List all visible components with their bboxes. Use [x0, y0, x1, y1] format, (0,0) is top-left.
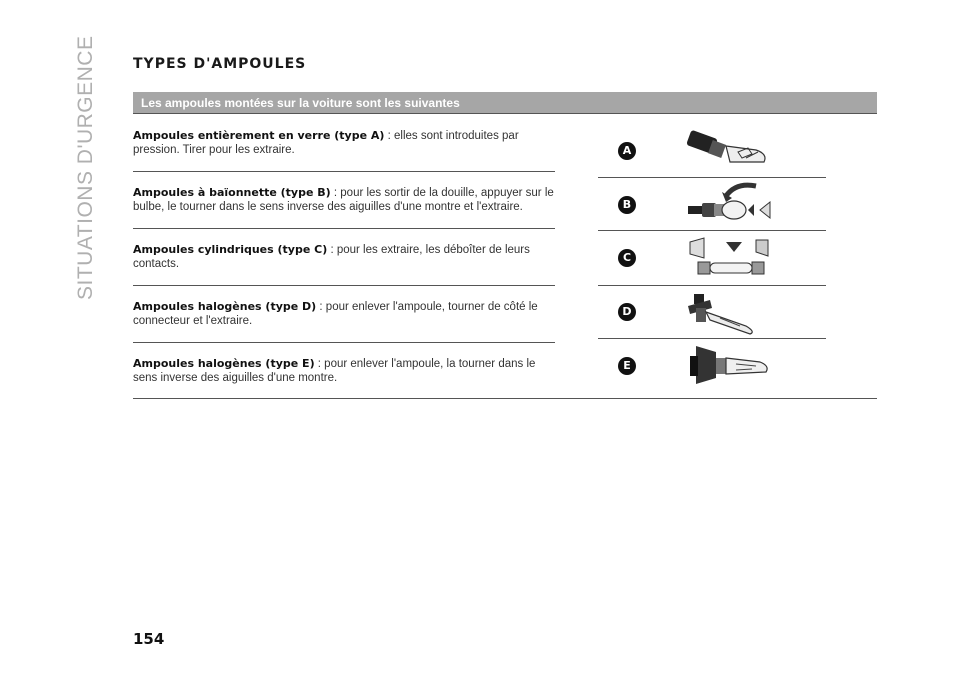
section-side-title-text: SITUATIONS D'URGENCE: [74, 35, 97, 300]
entry-type-c: [133, 243, 555, 271]
entry-title: Ampoules halogènes (type D): [133, 300, 317, 313]
entry-text: : pour les extraire, les déboîter de leurs contacts.: [133, 244, 530, 270]
entry-text: : pour enlever l'ampoule, tourner de côté le connecteur et l'extraire.: [133, 301, 538, 327]
bulb-type-c-illustration: [686, 236, 781, 281]
divider: [598, 338, 826, 339]
table-bottom-rule: [133, 398, 877, 399]
bulb-type-e-illustration: [686, 342, 781, 392]
divider: [133, 171, 555, 172]
entry-title: Ampoules halogènes (type E): [133, 357, 315, 370]
bulb-type-a-illustration: [686, 128, 781, 173]
divider: [598, 177, 826, 178]
badge-e: E: [618, 357, 636, 375]
badge-a: A: [618, 142, 636, 160]
entry-text: : pour les sortir de la douille, appuyer sur le bulbe, le tourner dans le sens inverse des aiguilles d'une montre et l'extraire.: [133, 187, 554, 213]
intro-banner: Les ampoules montées sur la voiture sont les suivantes: [133, 92, 877, 114]
divider: [598, 230, 826, 231]
badge-b: B: [618, 196, 636, 214]
entry-type-d: [133, 300, 555, 328]
entry-title: Ampoules à baïonnette (type B): [133, 186, 331, 199]
entry-title: Ampoules cylindriques (type C): [133, 243, 328, 256]
divider: [133, 342, 555, 343]
entry-title: Ampoules entièrement en verre (type A): [133, 129, 385, 142]
bulb-type-d-illustration: [686, 290, 781, 338]
bulb-type-b-illustration: [686, 180, 781, 228]
divider: [133, 285, 555, 286]
divider: [598, 285, 826, 286]
entry-type-b: [133, 186, 555, 214]
entry-type-e: [133, 357, 555, 385]
badge-c: C: [618, 249, 636, 267]
page-number: 154: [133, 630, 165, 648]
entry-type-a: [133, 129, 555, 157]
badge-d: D: [618, 303, 636, 321]
entry-text: : elles sont introduites par pression. Tirer pour les extraire.: [133, 130, 519, 156]
entry-text: : pour enlever l'ampoule, la tourner dans le sens inverse des aiguilles d'une montre.: [133, 358, 536, 384]
divider: [133, 228, 555, 229]
page-title: TYPES D'AMPOULES: [133, 56, 307, 72]
